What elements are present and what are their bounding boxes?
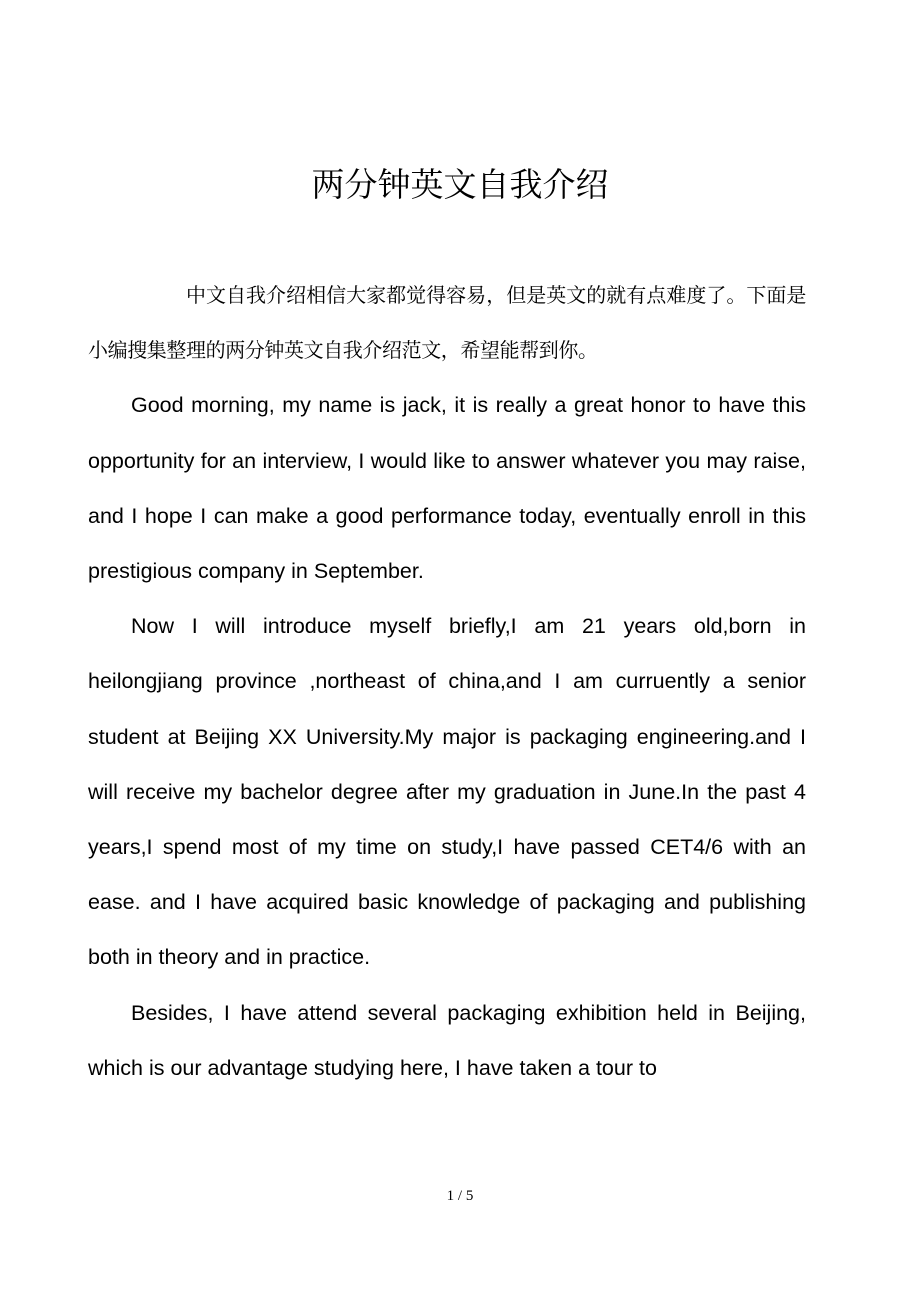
paragraph-background: Now I will introduce myself briefly,I am 21 years old,born in heilongjiang province ,northeast of china,and I am curruently a senior student at Beijing XX University.My major is packaging engineering.and I will receive my bachelor degree after my graduation in June.In the past 4 years,I spend most of my time on study,I have passed CET4/6 with an ease. and I have acquired basic knowledge of packaging and publishing both in theory and in practice. [88, 614, 806, 970]
document-body [88, 268, 806, 1096]
document-title: 两分钟英文自我介绍 [311, 165, 609, 204]
paragraph-greeting: Good morning, my name is jack, it is really a great honor to have this opportunity for an interview, I would like to answer whatever you may raise, and I hope I can make a good performance today, eventually enroll in this prestigious company in September. [88, 393, 806, 584]
paragraph-intro: 中文自我介绍相信大家都觉得容易，但是英文的就有点难度了。下面是小编搜集整理的两分钟英文自我介绍范文，希望能帮到你。 [88, 283, 806, 363]
page-number: 1 / 5 [446, 1188, 474, 1204]
paragraph-activities: Besides, I have attend several packaging exhibition held in Beijing, which is our advantage studying here, I have taken a tour to [88, 1000, 806, 1080]
